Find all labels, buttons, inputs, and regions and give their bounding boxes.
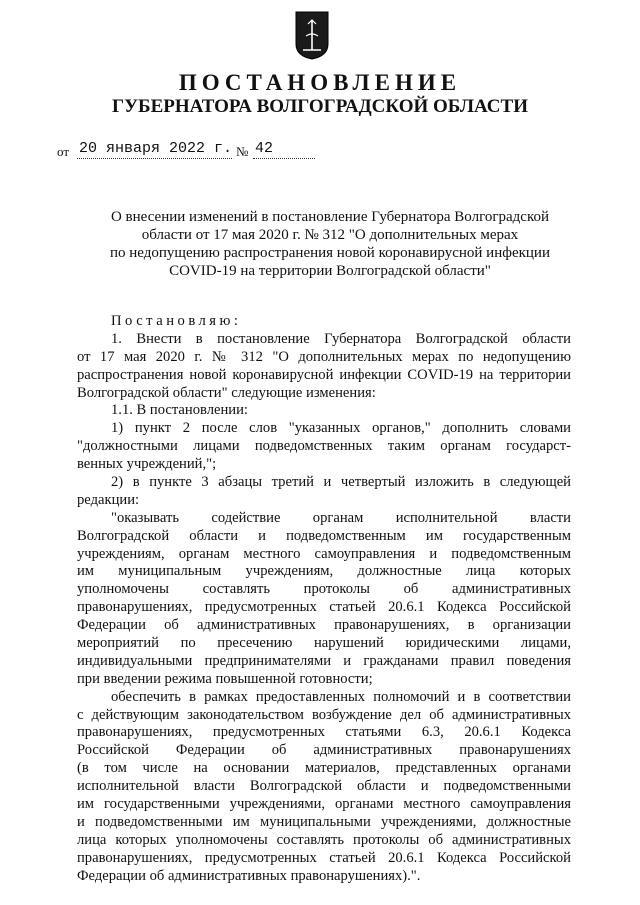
document-number: 42 [255, 140, 274, 157]
body-line: уполномочены составлять протоколы об административных [77, 581, 571, 598]
document-title: ПОСТАНОВЛЕНИЕ [178, 70, 462, 95]
body-line: Волгоградской области и подведомственным им государственным [77, 527, 571, 544]
body-line: редакции: [77, 491, 140, 508]
heading-line: О внесении изменений в постановление Губернатора Волгоградской [110, 209, 550, 225]
body-line: "оказывать содействие органам исполнительной власти [111, 509, 571, 526]
resolution-word: Постановляю: [111, 313, 242, 329]
body-line: Волгоградской области" следующие изменения: [77, 384, 376, 401]
body-line: распространения новой коронавирусной инфекции COVID-19 на территории [77, 366, 571, 383]
body-line: правонарушениях, предусмотренных статьями 6.3, 20.6.1 Кодекса [77, 724, 571, 741]
body-line: 1.1. В постановлении: [111, 402, 248, 419]
document-heading [80, 208, 580, 280]
heading-line: области от 17 мая 2020 г. № 312 "О дополнительных мерах [141, 227, 519, 243]
body-line: 1) пункт 2 после слов "указанных органов," дополнить словами [111, 420, 571, 437]
document-body [77, 313, 571, 886]
body-line: венных учреждений,"; [77, 456, 217, 473]
body-line: им государственными учреждениями, органами местного самоуправления [77, 796, 571, 813]
body-line: (в том числе на основании материалов, представленных органами [77, 760, 571, 777]
body-line: обеспечить в рамках предоставленных полномочий и в соответствии [111, 688, 571, 705]
body-line: с действующим законодательством возбуждение дел об административных [77, 706, 571, 723]
body-line: "должностными лицами подведомственных таким органам государст- [77, 438, 571, 455]
body-line: Российской Федерации об административных правонарушениях [77, 742, 571, 759]
body-line: Федерации об административных правонарушениях).". [77, 867, 421, 884]
body-line: правонарушениях, предусмотренных статьей 20.6.1 Кодекса Российской [77, 599, 571, 616]
body-line: 2) в пункте 3 абзацы третий и четвертый изложить в следующей [111, 474, 571, 491]
body-line: им муниципальным учреждениям, должностные лица которых [77, 563, 571, 580]
document-date: 20 января 2022 г. [79, 140, 233, 157]
body-line: исполнительной власти Волгоградской области и подведомственными [77, 778, 571, 795]
heading-line: по недопущению распространения новой коронавирусной инфекции [110, 245, 550, 261]
from-label: от [57, 144, 70, 159]
body-line: Федерации об административных правонарушениях, в организации [77, 617, 571, 634]
heading-line: COVID-19 на территории Волгоградской области" [169, 263, 491, 279]
coat-of-arms-emblem [294, 10, 330, 60]
body-line: и подведомственными им муниципальными учреждениями, должностные [77, 813, 571, 830]
number-underline [253, 158, 315, 159]
body-line: лица которых уполномочены составлять протоколы об административных [77, 831, 571, 848]
body-line: 1. Внести в постановление Губернатора Волгоградской области [111, 330, 571, 347]
body-line: индивидуальными предпринимателями и гражданами правил поведения [77, 652, 571, 669]
body-line: учреждениям, органам местного самоуправления и подведомственным [77, 545, 571, 562]
document-subtitle: ГУБЕРНАТОРА ВОЛГОГРАДСКОЙ ОБЛАСТИ [112, 96, 528, 117]
date-underline [77, 158, 232, 159]
number-label: № [236, 144, 249, 159]
body-line: от 17 мая 2020 г. № 312 "О дополнительных мерах по недопущению [77, 348, 571, 365]
body-line: правонарушениях, предусмотренных статьей 20.6.1 Кодекса Российской [77, 849, 571, 866]
body-line: при введении режима повышенной готовности; [77, 670, 373, 687]
body-line: мероприятий по пресечению нарушений юридическими лицами, [77, 635, 571, 652]
